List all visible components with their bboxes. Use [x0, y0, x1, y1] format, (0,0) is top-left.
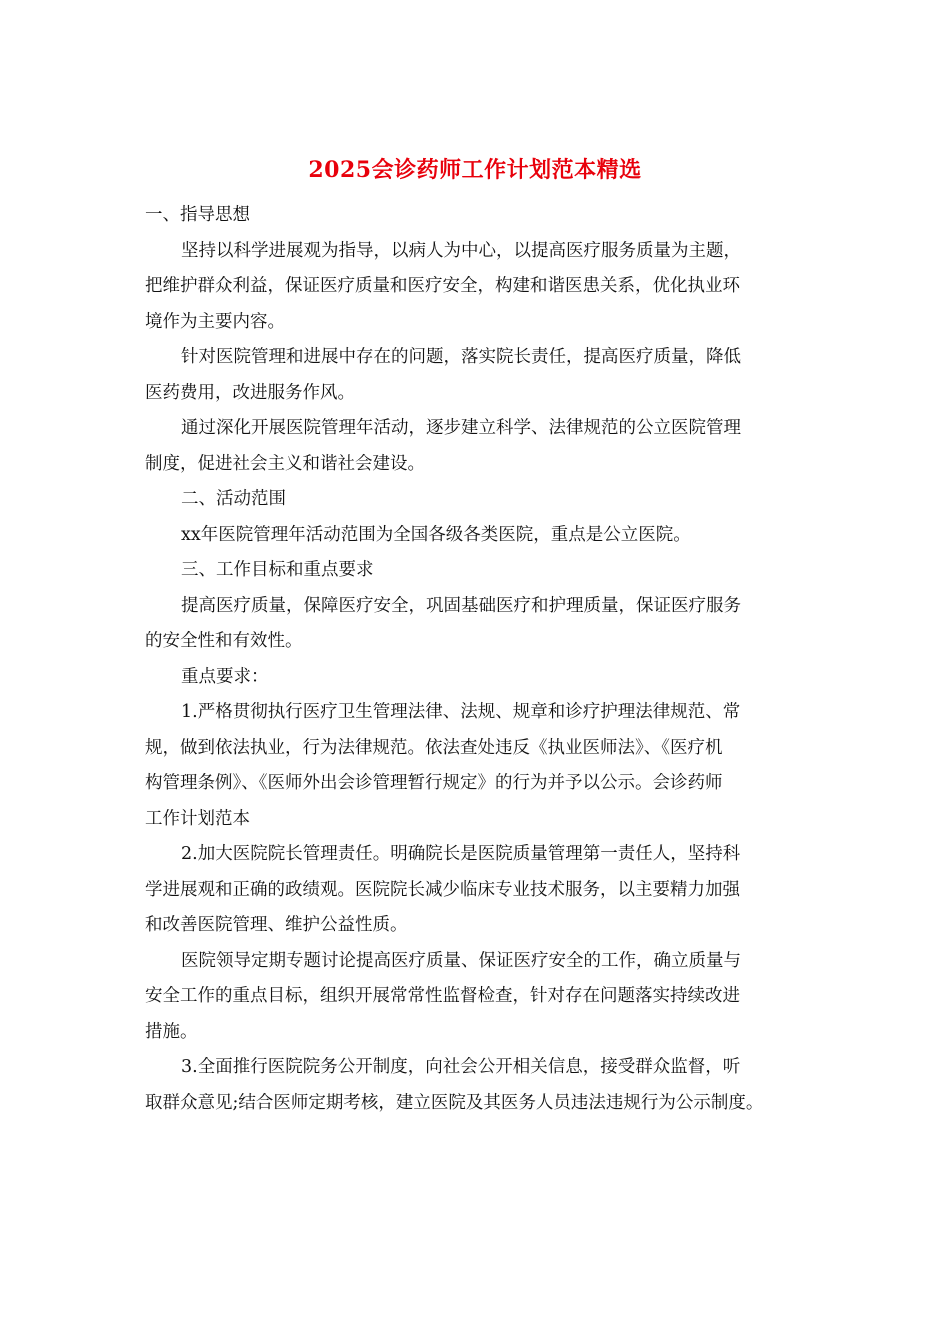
text-line: 通过深化开展医院管理年活动，逐步建立科学、法律规范的公立医院管理	[181, 418, 741, 438]
document-title: 2025会诊药师工作计划范本精选	[308, 157, 642, 183]
text-line: 的安全性和有效性。	[145, 631, 303, 651]
text-line: 境作为主要内容。	[145, 311, 285, 332]
text-line: 把维护群众利益，保证医疗质量和医疗安全，构建和谐医患关系，优化执业环	[145, 276, 740, 296]
text-line: 构管理条例》、《医师外出会诊管理暂行规定》的行为并予以公示。会诊药师	[145, 773, 723, 793]
text-line: 医院领导定期专题讨论提高医疗质量、保证医疗安全的工作，确立质量与	[181, 950, 741, 971]
text-line: 一、指导思想	[145, 205, 250, 225]
text-line: 二、活动范围	[181, 489, 286, 509]
text-line: xx年医院管理年活动范围为全国各级各类医院，重点是公立医院。	[181, 524, 691, 545]
text-line: 医药费用，改进服务作风。	[145, 382, 355, 403]
text-line: 三、工作目标和重点要求	[181, 560, 374, 580]
text-line: 规，做到依法执业，行为法律规范。依法查处违反《执业医师法》、《医疗机	[145, 737, 723, 758]
text-line: 重点要求：	[181, 666, 269, 687]
text-line: 3.全面推行医院院务公开制度，向社会公开相关信息，接受群众监督，听	[181, 1057, 741, 1077]
text-line: 学进展观和正确的政绩观。医院院长减少临床专业技术服务，以主要精力加强	[145, 879, 740, 900]
text-line: 制度，促进社会主义和谐社会建设。	[145, 453, 425, 474]
text-line: 1.严格贯彻执行医疗卫生管理法律、法规、规章和诊疗护理法律规范、常	[181, 702, 741, 722]
text-line: 和改善医院管理、维护公益性质。	[145, 915, 408, 935]
text-line: 工作计划范本	[145, 808, 250, 829]
text-line: 针对医院管理和进展中存在的问题，落实院长责任，提高医疗质量，降低	[181, 347, 741, 367]
text-line: 坚持以科学进展观为指导，以病人为中心，以提高医疗服务质量为主题，	[181, 240, 741, 261]
text-line: 2.加大医院院长管理责任。明确院长是医院质量管理第一责任人，坚持科	[181, 844, 741, 864]
text-line: 提高医疗质量，保障医疗安全，巩固基础医疗和护理质量，保证医疗服务	[181, 595, 741, 616]
text-line: 措施。	[145, 1021, 198, 1042]
text-line: 安全工作的重点目标，组织开展常常性监督检查，针对存在问题落实持续改进	[145, 986, 740, 1006]
document-body	[145, 198, 805, 1121]
text-line: 取群众意见;结合医师定期考核，建立医院及其医务人员违法违规行为公示制度。	[145, 1092, 764, 1113]
